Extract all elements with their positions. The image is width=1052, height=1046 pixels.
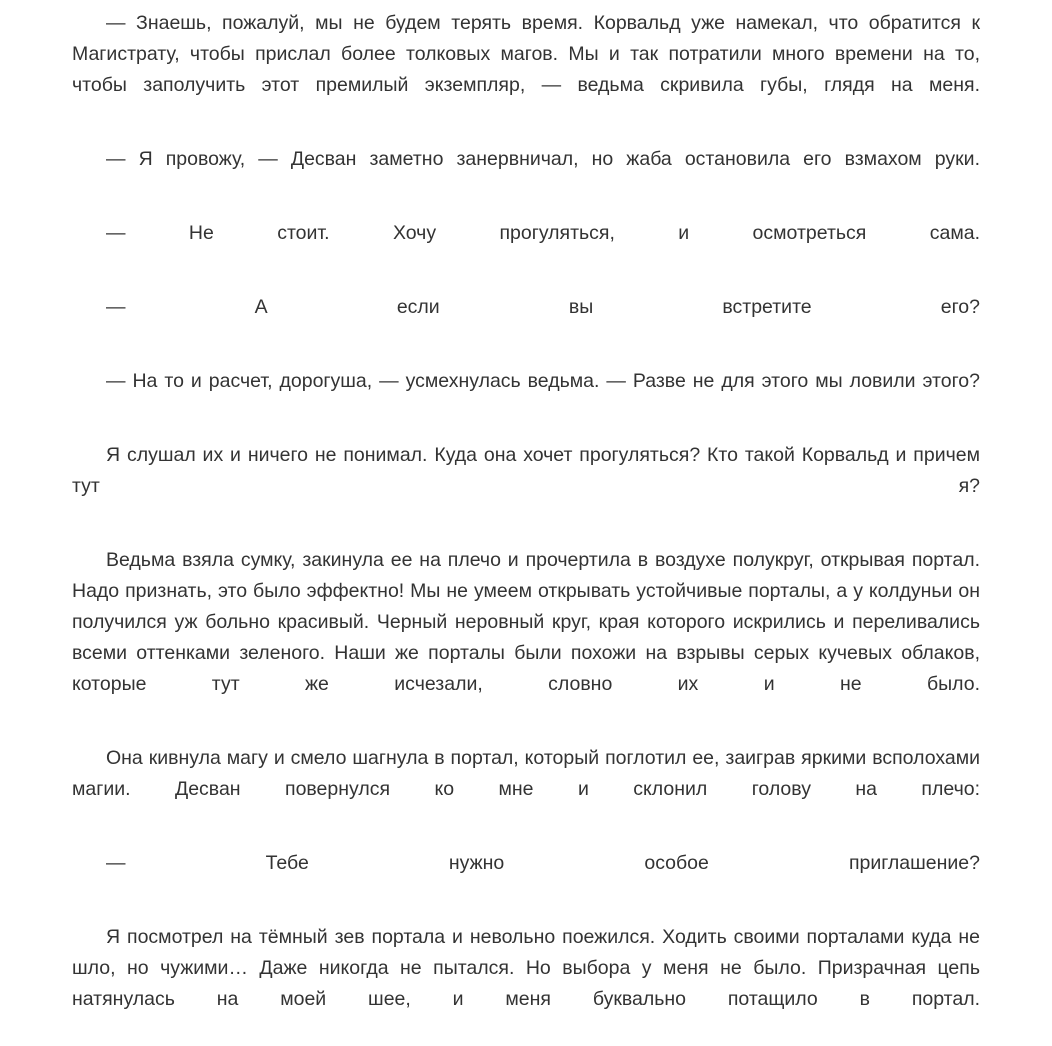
paragraph: — Знаешь, пожалуй, мы не будем терять время. Корвальд уже намекал, что обратится к Магистрату, чтобы прислал более толковых магов. Мы и так потратили много времени на то, чтобы заполучить этот премилый экземпляр, — ведьма скривила губы, глядя на меня.	[72, 12, 980, 96]
paragraph: Я посмотрел на тёмный зев портала и невольно поежился. Ходить своими порталами куда не шло, но чужими… Даже никогда не пытался. Но выбора у меня не было. Призрачная цепь натянулась на моей шее, и меня буквально потащило в портал.	[72, 926, 980, 1010]
paragraph: — А если вы встретите его?	[106, 296, 980, 318]
paragraph: — Тебе нужно особое приглашение?	[106, 852, 980, 874]
paragraph: Я слушал их и ничего не понимал. Куда она хочет прогуляться? Кто такой Корвальд и причем тут я?	[72, 444, 980, 497]
document-body	[72, 8, 980, 1046]
paragraph: — На то и расчет, дорогуша, — усмехнулась ведьма. — Разве не для этого мы ловили этого?	[106, 370, 980, 392]
paragraph: — Я провожу, — Десван заметно занервничал, но жаба остановила его взмахом руки.	[106, 148, 980, 170]
page-left-margin	[0, 0, 5, 729]
paragraph: Она кивнула магу и смело шагнула в портал, который поглотил ее, заиграв яркими всполохами магии. Десван повернулся ко мне и склонил голову на плечо:	[72, 747, 980, 800]
paragraph: Ведьма взяла сумку, закинула ее на плечо и прочертила в воздухе полукруг, открывая портал. Надо признать, это было эффектно! Мы не умеем открывать устойчивые порталы, а у колдуньи он получился уж больно красивый. Черный неровный круг, края которого искрились и переливались всеми оттенками зеленого. Наши же порталы были похожи на взрывы серых кучевых облаков, которые тут же исчезали, словно их и не было.	[72, 549, 980, 695]
paragraph: — Не стоит. Хочу прогуляться, и осмотреться сама.	[106, 222, 980, 244]
